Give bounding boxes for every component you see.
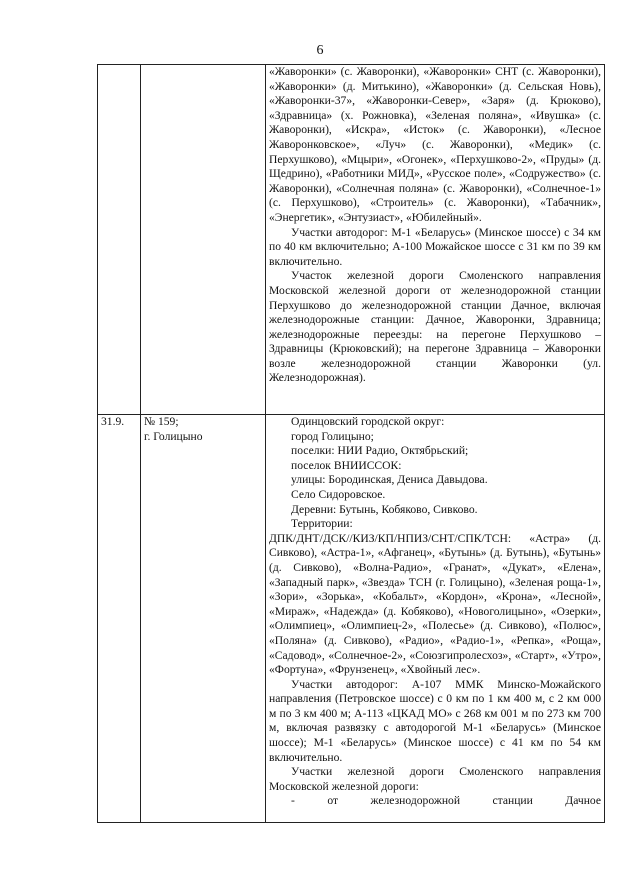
dash-word: железнодорожной [370,794,461,808]
territory-cell [266,65,605,415]
territories-text: ДПК/ДНТ/ДСК//КИЗ/КП/НПИЗ/СНТ/СПК/ТСН: «Астра» (д. Сивково), «Астра-1», «Афганец», «Бутынь» (д. Бутынь), «Бутынь» (д. Сивково), «Волна-Радио», «Гранат», «Дукат», «Елена», «Западный парк», «Звезда» ТСН (г. Голицыно), «Зеленая роща-1», «Зори», «Зорька», «Кобальт», «Кордон», «Крона», «Лесной», «Мираж», «Надежда» (д. Кобяково), «Новоголицыно», «Озерки», «Олимпиец», «Олимпиец-2», «Полесье» (д. Сивково), «Полюс», «Поляна» (д. Сивково), «Радио», «Радио-1», «Репка», «Роща», «Садовод», «Солнечное-2», «Союзгипролесхоз», «Старт», «Утро», «Фортуна», «Фрунзенец», «Хвойный лес». [269,531,601,677]
settlements-line: поселки: НИИ Радио, Октябрьский; [291,444,469,458]
district-name: г. Голицыно [144,429,203,443]
territory-cell [266,415,605,823]
territories-text: «Жаворонки» (с. Жаворонки), «Жаворонки» СНТ (с. Жаворонки), «Жаворонки» (д. Митькино), «Жаворонки» (д. Сельская Новь), «Жаворонки-37», «Жаворонки-Север», «Заря» (д. Крюково), «Здравница» (х. Рожновка), «Зеленая поляна», «Ивушка» (с. Жаворонки), «Искра», «Исток» (с. Жаворонки), «Лесное Жаворонковское», «Луч» (с. Жаворонки), «Медик» (с. Перхушково), «Мцыри», «Огонек», «Перхушково-2», «Пруды» (д. Щедрино), «Работники МИД», «Русское поле», «Содружество» (с. Жаворонки), «Солнечная поляна» (с. Жаворонки), «Солнечное-1» (с. Перхушково), «Строитель» (с. Жаворонки), «Табачник», «Энергетик», «Энтузиаст», «Юбилейный». [269,65,601,224]
railway-text: Участки железной дороги Смоленского направления Московской железной дороги: [269,765,601,793]
railway-dash-item [269,794,601,809]
table-row [98,415,605,823]
dash-word: станции [492,794,533,808]
territories-heading: Территории: [291,517,353,531]
district-cell [141,65,266,415]
row-number-cell [98,65,141,415]
hamlets-line: Деревни: Бутынь, Кобяково, Сивково. [291,502,478,516]
railway-text: Участок железной дороги Смоленского направления Московской железной дороги от железнодорожной станции Перхушково до железнодорожной станции Дачное, включая железнодорожные станции: Дачное, Жаворонки, Здравница; железнодорожные переезды: на перегоне Перхушково – Здравницы (Крюковский); на перегоне Здравница – Жаворонки возле железнодорожной станции Жаворонки (ул. Железнодорожная). [269,269,601,385]
dash-word: Дачное [565,794,601,808]
table-row [98,65,605,415]
city-line: город Голицыно; [291,429,374,443]
document-table [97,64,605,823]
village-line: Село Сидоровское. [291,487,386,501]
page-number: 6 [316,43,324,58]
district-number: № 159; [144,415,179,428]
district-cell [141,415,266,823]
dash-word: - [291,794,295,808]
roads-text: Участки автодорог: А-107 ММК Минско-Можайского направления (Петровское шоссе) с 0 км по 1 км 400 м, с 2 км 000 м по 3 км 400 м; А-113 «ЦКАД МО» с 268 км 001 м по 273 км 700 м, включая развязку с автодорогой М-1 «Беларусь» (Минское шоссе); М-1 «Беларусь» (Минское шоссе) с 41 км по 54 км включительно. [269,677,601,764]
row-number-cell: 31.9. [98,415,141,823]
streets-line: улицы: Бородинская, Дениса Давыдова. [291,473,488,487]
municipality-heading: Одинцовский городской округ: [291,415,445,428]
dash-word: от [327,794,339,808]
roads-text: Участки автодорог: М-1 «Беларусь» (Минское шоссе) с 34 км по 40 км включительно; А-100 Можайское шоссе с 31 км по 39 км включительно. [269,225,601,268]
settlement-vniissok-line: поселок ВНИИССОК: [291,458,402,472]
